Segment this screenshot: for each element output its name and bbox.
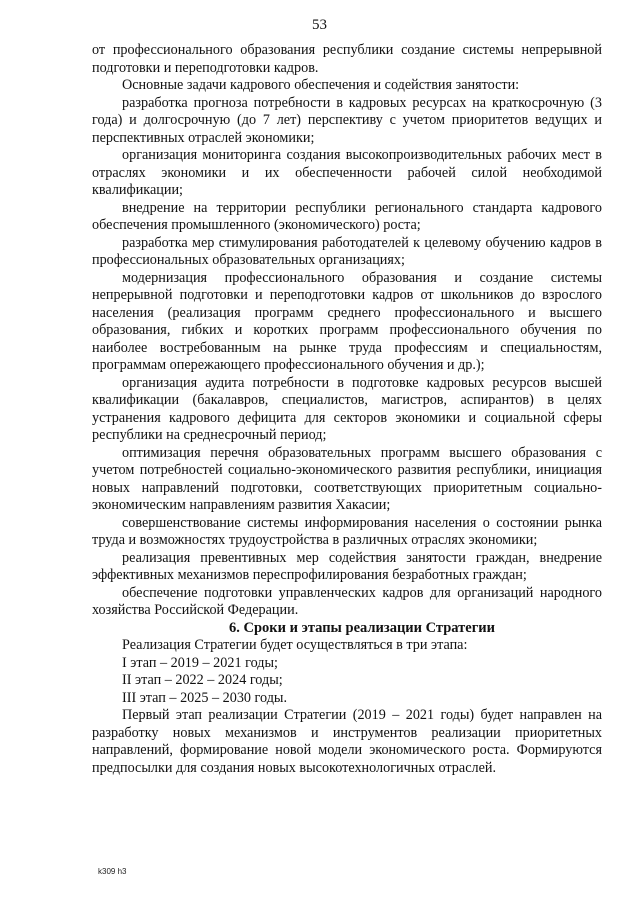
paragraph-first-stage: Первый этап реализации Стратегии (2019 – 2021 годы) будет направлен на разработку новых механизмов и инструментов реализации приоритетных направлений, формирование новой модели экономического роста. Формируются предпосылки для создания новых высокотехнологичных отраслей. [92, 707, 602, 776]
paragraph-task-optimization: оптимизация перечня образовательных программ высшего образования с учетом потребностей социально-экономического развития республики, инициация новых направлений подготовки, соответствующих приоритетным социально-экономическим направлениям развития Хакасии; [92, 444, 602, 513]
paragraph-stages-intro: Реализация Стратегии будет осуществляться в три этапа: [122, 637, 468, 653]
paragraph-task-modernization: модернизация профессионального образования и создание системы непрерывной подготовки и переподготовки кадров от школьников до взрослого населения (реализация программ среднего профессионального и высшего образования, гибких и коротких программ профессионального обучения по наиболее востребованным на рынке труда профессиям и специальностям, программам опережающего профессионального обучения и др.); [92, 269, 602, 373]
paragraph-task-audit: организация аудита потребности в подготовке кадровых ресурсов высшей квалификации (бакалавров, специалистов, магистров, аспирантов) в целях устранения кадрового дефицита для секторов экономики и социальной сферы республики на среднесрочный период; [92, 374, 602, 443]
paragraph-task-incentives: разработка мер стимулирования работодателей к целевому обучению кадров в профессиональных образовательных организациях; [92, 234, 602, 268]
stage-3: III этап – 2025 – 2030 годы. [122, 689, 288, 706]
document-body [92, 42, 602, 777]
paragraph-task-forecast: разработка прогноза потребности в кадровых ресурсах на краткосрочную (3 года) и долгосрочную (до 7 лет) перспективу с учетом приоритетов ведущих и перспективных отраслей экономики; [92, 94, 602, 146]
stage-2: II этап – 2022 – 2024 годы; [122, 672, 283, 688]
page-number: 53 [312, 17, 327, 33]
stage-1: I этап – 2019 – 2021 годы; [122, 654, 278, 671]
section-heading: 6. Сроки и этапы реализации Стратегии [228, 619, 496, 636]
paragraph-continuation: от профессионального образования республики создание системы непрерывной подготовки и переподготовки кадров. [92, 42, 602, 76]
footer-code: k309 h3 [98, 867, 127, 876]
paragraph-task-employment: реализация превентивных мер содействия занятости граждан, внедрение эффективных механизмов переспрофилирования безработных граждан; [92, 549, 602, 583]
paragraph-task-standard: внедрение на территории республики регионального стандарта кадрового обеспечения промышленного (экономического) роста; [92, 199, 602, 233]
paragraph-task-managers: обеспечение подготовки управленческих кадров для организаций народного хозяйства Российской Федерации. [92, 584, 602, 618]
paragraph-tasks-intro: Основные задачи кадрового обеспечения и содействия занятости: [122, 77, 520, 93]
paragraph-task-informing: совершенствование системы информирования населения о состоянии рынка труда и возможностях трудоустройства в различных отраслях экономики; [92, 514, 602, 548]
paragraph-task-monitoring: организация мониторинга создания высокопроизводительных рабочих мест в отраслях экономики и их обеспеченности рабочей силой необходимой квалификации; [92, 147, 602, 198]
